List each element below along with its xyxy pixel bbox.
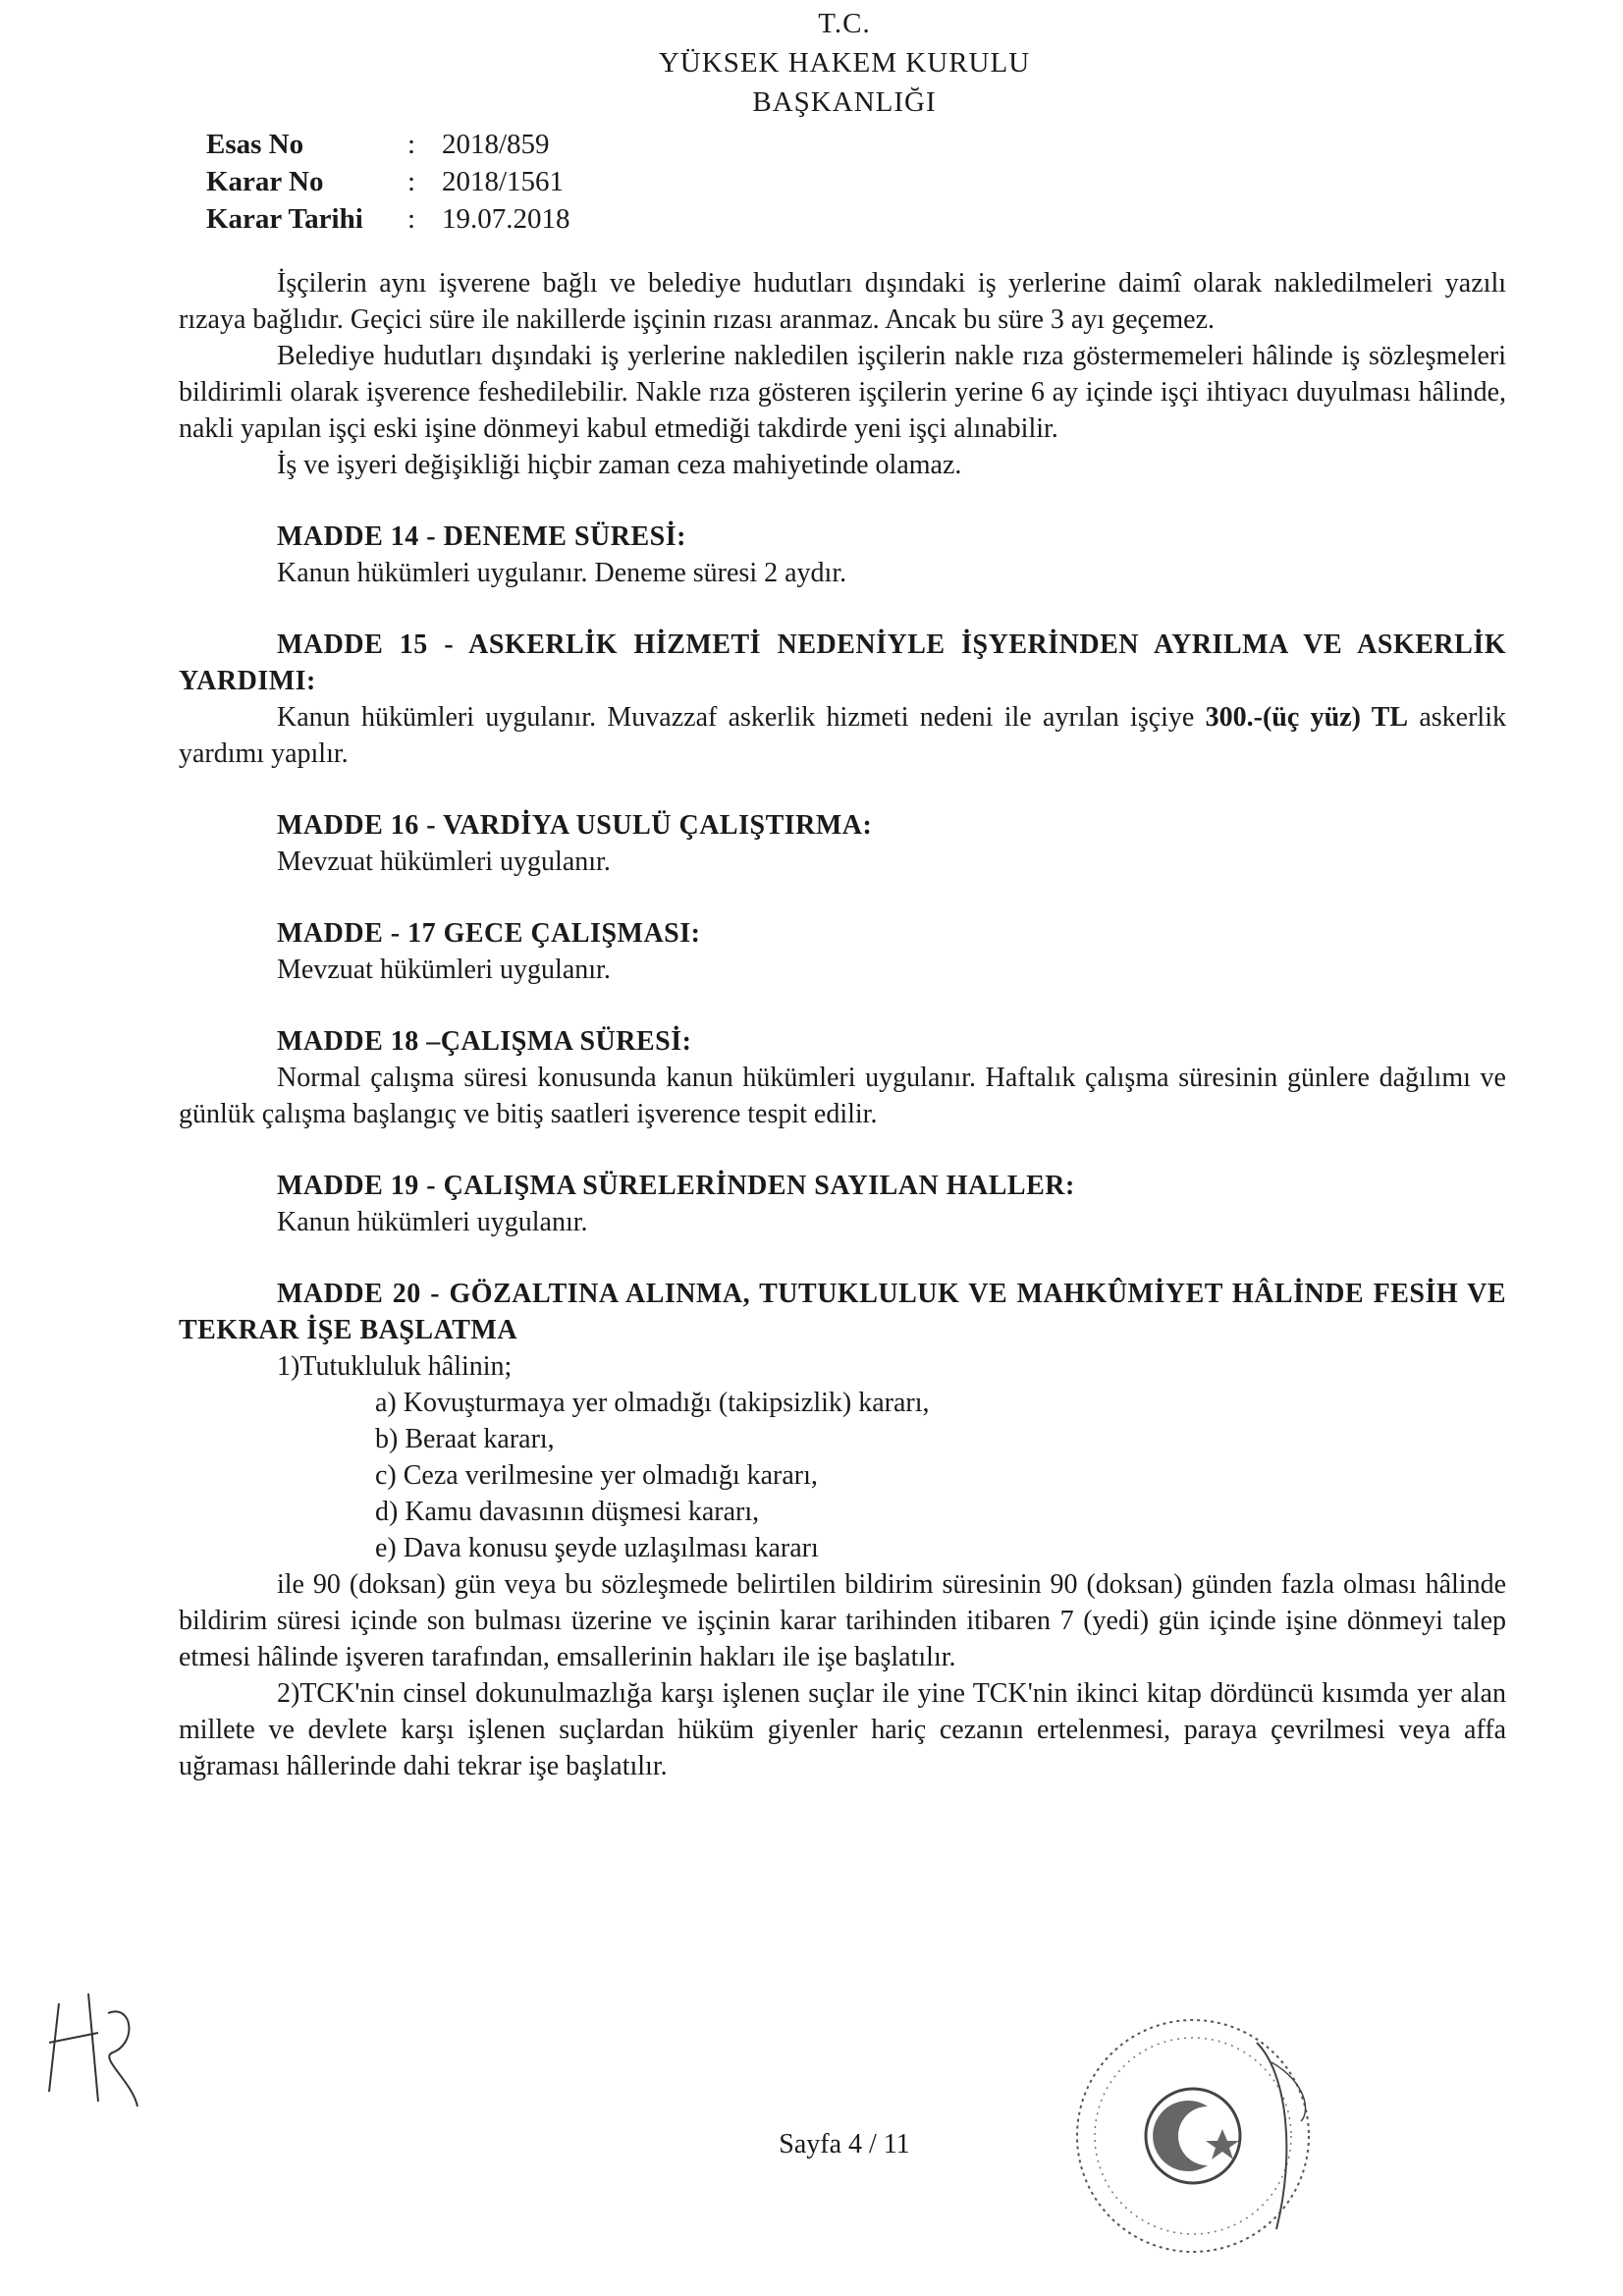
page-number: Sayfa 4 / 11 (779, 2129, 910, 2159)
meta-row-tarih (206, 200, 570, 238)
intro-paragraph-2: Belediye hudutları dışındaki iş yerlerine nakledilen işçilerin nakle rıza göstermemeleri hâlinde iş sözleşmeleri bildirimli olarak işverence feshedilebilir. Nakle rıza gösteren işçilerin yerine 6 ay içinde işçi ihtiyacı duyulması hâlinde, nakli yapılan işçi eski işine dönmeyi kabul etmediği takdirde yeni işçi alınabilir. (179, 341, 1506, 444)
header-presidency: BAŞKANLIĞI (752, 86, 937, 118)
article-15-text-a: Kanun hükümleri uygulanır. Muvazzaf askerlik hizmeti nedeni ile ayrılan işçiye (277, 702, 1206, 733)
article-17-title: MADDE - 17 GECE ÇALIŞMASI: (277, 918, 701, 949)
meta-label: Esas No (206, 129, 304, 160)
article-20-item-1-text: ile 90 (doksan) gün veya bu sözleşmede belirtilen bildirim süresinin 90 (doksan) günden fazla olması hâlinde bildirim süresi içinde son bulması üzerine ve işçinin karar tarihinden itibaren 7 (yedi) gün içinde işine dönmeyi talep etmesi hâlinde işveren tarafından, emsallerinin hakları ile işe başlatılır. (179, 1569, 1506, 1672)
article-19-text: Kanun hükümleri uygulanır. (277, 1207, 588, 1237)
case-meta (206, 126, 570, 238)
header-institution: YÜKSEK HAKEM KURULU (658, 47, 1031, 79)
article-18-text: Normal çalışma süresi konusunda kanun hükümleri uygulanır. Haftalık çalışma süresinin günlere dağılımı ve günlük çalışma başlangıç ve bitiş saatleri işverence tespit edilir. (179, 1063, 1506, 1129)
meta-value: 19.07.2018 (442, 203, 570, 235)
intro-paragraph-1: İşçilerin aynı işverene bağlı ve belediye hudutları dışındaki iş yerlerine daimî olarak nakledilmeleri yazılı rızaya bağlıdır. Geçici süre ile nakillerde işçinin rızası aranmaz. Ancak bu süre 3 ayı geçemez. (179, 268, 1506, 335)
meta-label: Karar No (206, 166, 324, 197)
article-20-item-2-text: 2)TCK'nin cinsel dokunulmazlığa karşı işlenen suçlar ile yine TCK'nin ikinci kitap dördüncü kısımda yer alan millete ve devlete karşı işlenen suçlardan hüküm giyenler hariç cezanın ertelenmesi, paraya çevrilmesi veya affa uğraması hâllerinde dahi tekrar işe başlatılır. (179, 1678, 1506, 1781)
meta-value: 2018/859 (442, 129, 550, 160)
meta-row-karar (206, 163, 570, 200)
article-20-title: MADDE 20 - GÖZALTINA ALINMA, TUTUKLULUK VE MAHKÛMİYET HÂLİNDE FESİH VE TEKRAR İŞE BAŞLATMA (179, 1279, 1506, 1345)
handwritten-initials (39, 1974, 147, 2111)
article-20-sub-c: c) Ceza verilmesine yer olmadığı kararı, (375, 1460, 818, 1491)
meta-row-esas (206, 126, 570, 163)
article-15-amount: 300.-(üç yüz) TL (1205, 702, 1409, 733)
article-15-title: MADDE 15 - ASKERLİK HİZMETİ NEDENİYLE İŞYERİNDEN AYRILMA VE ASKERLİK YARDIMI: (179, 629, 1506, 696)
article-20-sub-b: b) Beraat kararı, (375, 1424, 555, 1454)
article-17-text: Mevzuat hükümleri uygulanır. (277, 955, 611, 985)
article-16-title: MADDE 16 - VARDİYA USULÜ ÇALIŞTIRMA: (277, 810, 873, 841)
meta-sep: : (407, 203, 416, 235)
meta-sep: : (407, 129, 416, 160)
article-19-title: MADDE 19 - ÇALIŞMA SÜRELERİNDEN SAYILAN HALLER: (277, 1171, 1075, 1201)
header-tc: T.C. (818, 8, 871, 39)
article-15-text-c: askerlik yardımı yapılır. (179, 702, 1506, 769)
article-14-title: MADDE 14 - DENEME SÜRESİ: (277, 521, 686, 552)
article-20-sub-a: a) Kovuşturmaya yer olmadığı (takipsizlik) kararı, (375, 1388, 930, 1418)
meta-label: Karar Tarihi (206, 203, 363, 235)
article-18-title: MADDE 18 –ÇALIŞMA SÜRESİ: (277, 1026, 692, 1057)
article-16-text: Mevzuat hükümleri uygulanır. (277, 847, 611, 877)
article-20-sub-d: d) Kamu davasının düşmesi kararı, (375, 1497, 760, 1527)
meta-value: 2018/1561 (442, 166, 565, 197)
article-15-text (179, 699, 1506, 772)
meta-sep: : (407, 166, 416, 197)
article-20-item-1-intro: 1)Tutukluluk hâlinin; (277, 1351, 513, 1382)
article-20-sub-e: e) Dava konusu şeyde uzlaşılması kararı (375, 1533, 819, 1563)
article-14-text: Kanun hükümleri uygulanır. Deneme süresi 2 aydır. (277, 558, 847, 588)
document-body (179, 265, 1506, 1784)
official-seal-icon (1060, 2003, 1325, 2269)
intro-paragraph-3: İş ve işyeri değişikliği hiçbir zaman ceza mahiyetinde olamaz. (277, 450, 962, 480)
